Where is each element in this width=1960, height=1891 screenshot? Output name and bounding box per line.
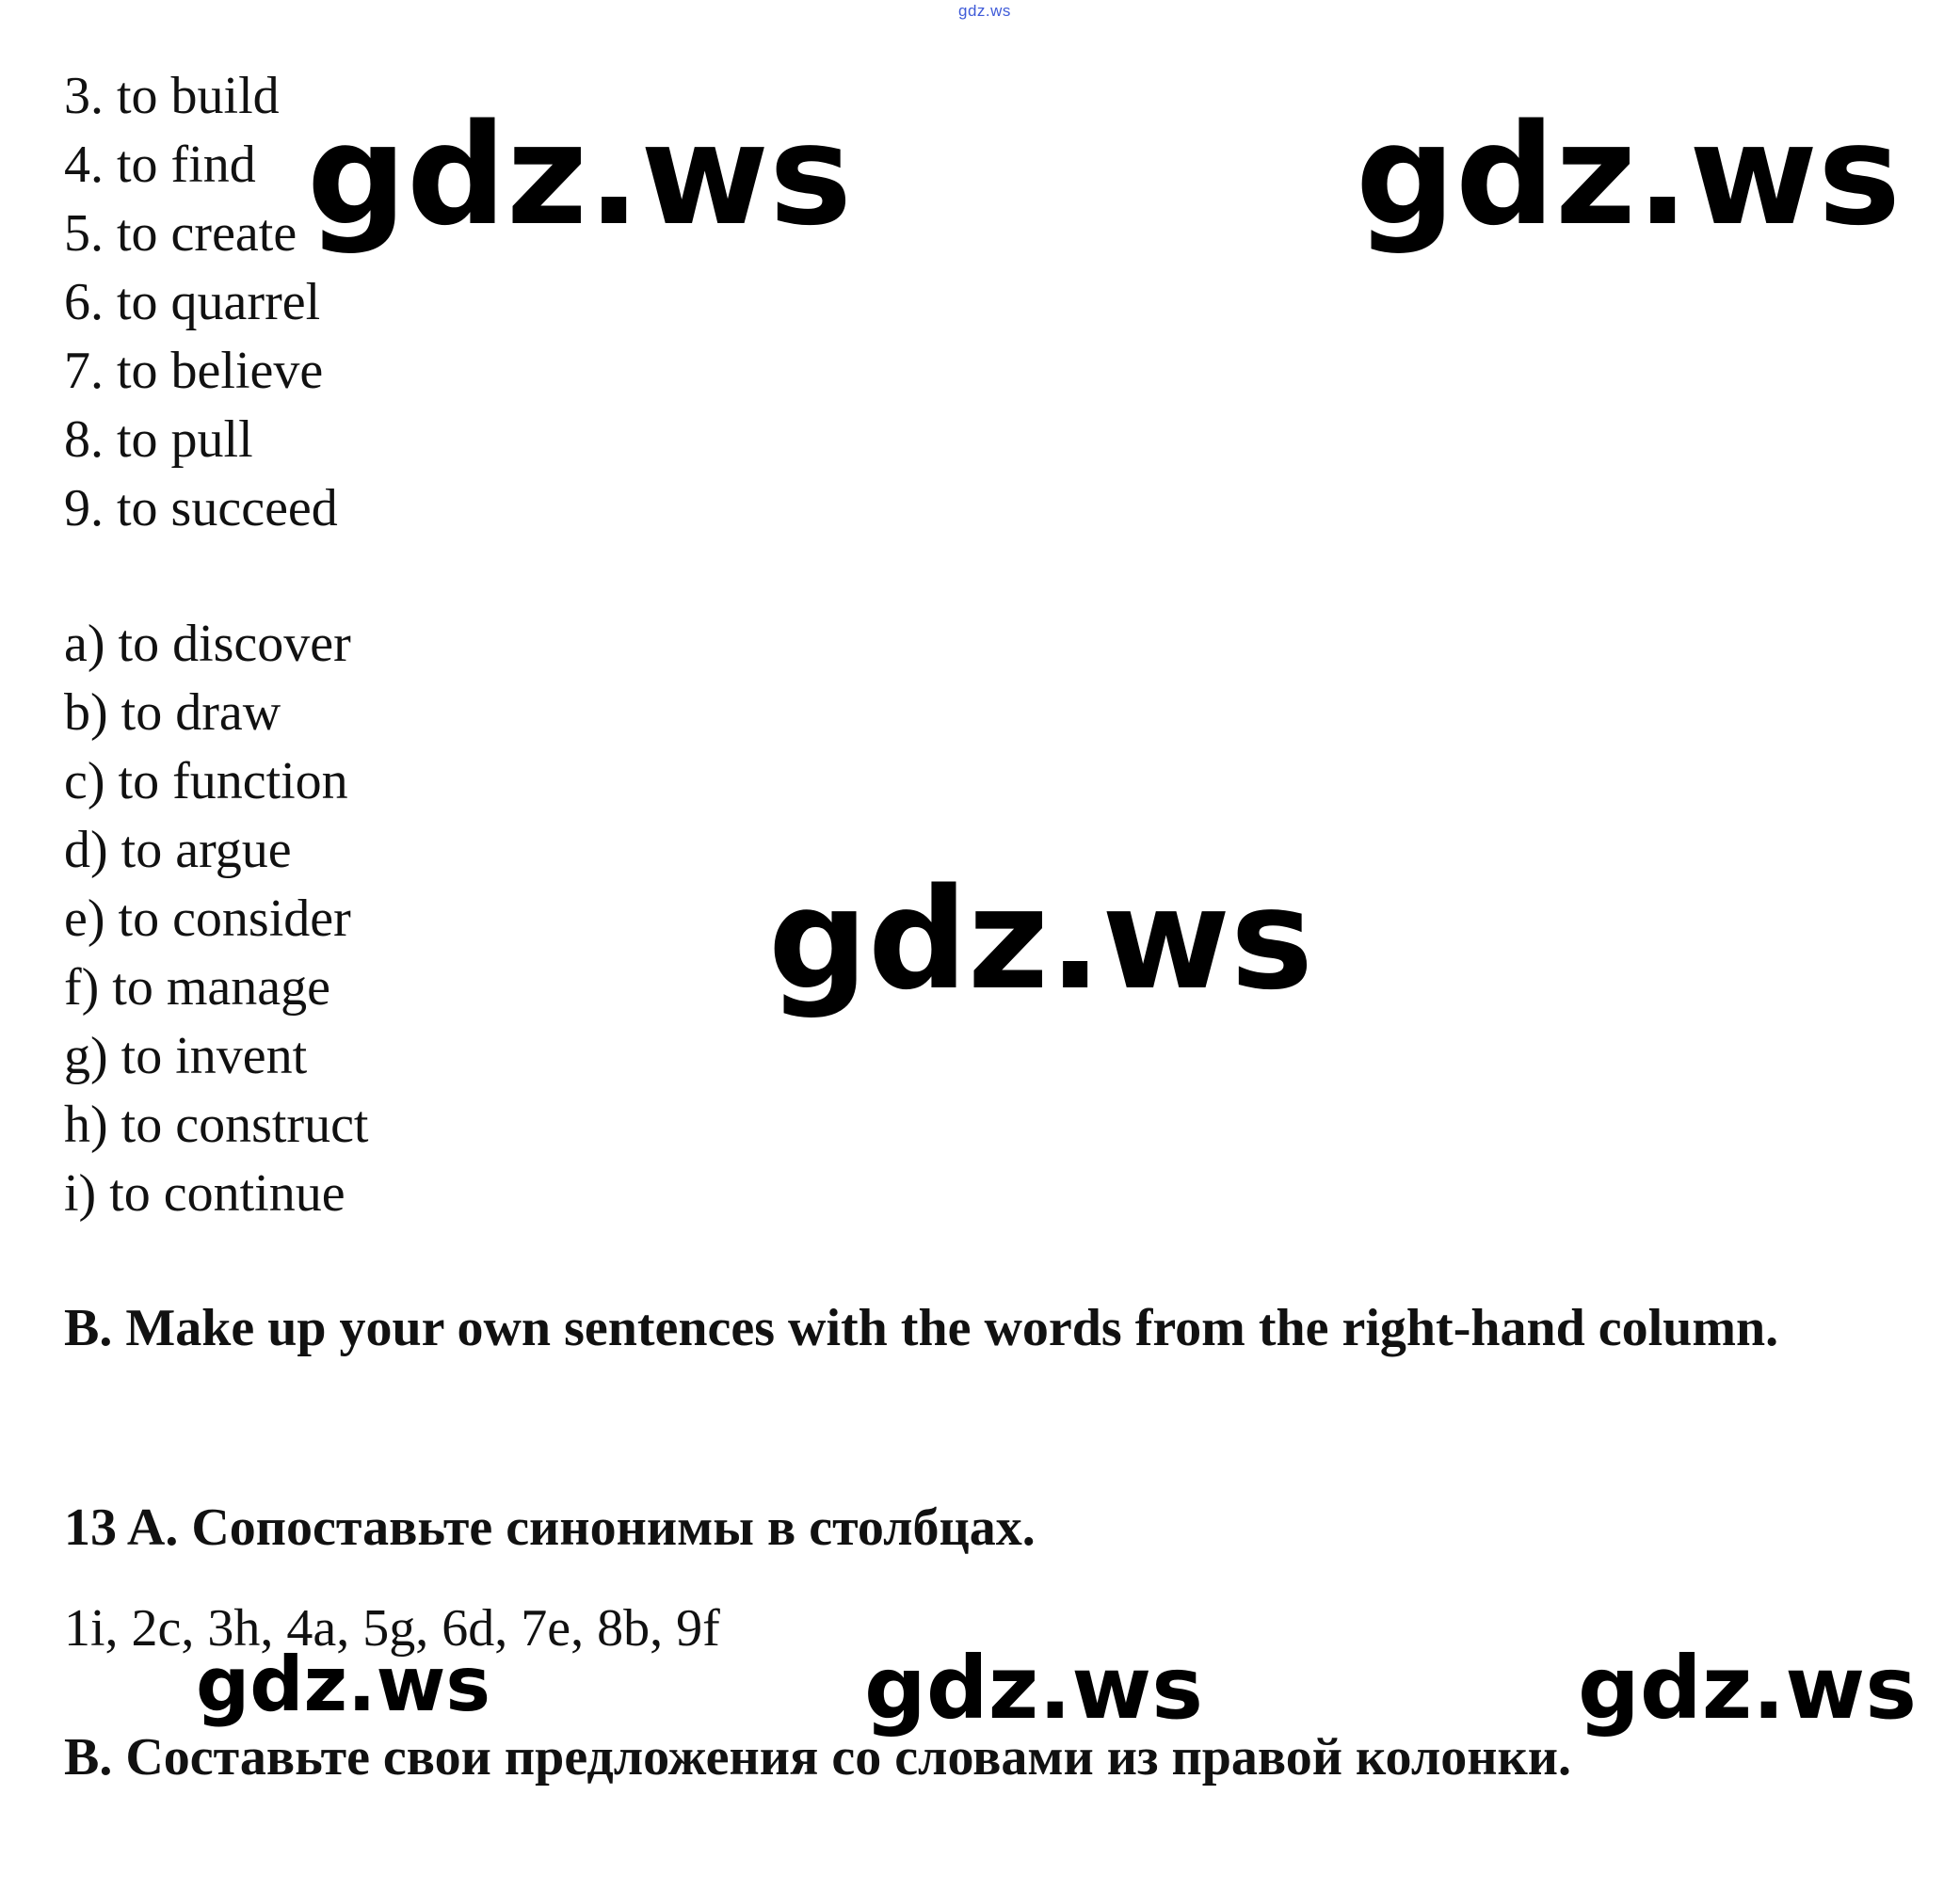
answer-13a: 1i, 2c, 3h, 4a, 5g, 6d, 7e, 8b, 9f xyxy=(64,1599,720,1658)
task-b-russian-heading: B. Составьте свои предложения со словами из правой колонки. xyxy=(64,1728,1572,1787)
list-item: 4. to find xyxy=(64,136,256,194)
list-item: 6. to quarrel xyxy=(64,273,321,331)
site-mark: gdz.ws xyxy=(958,2,1011,20)
list-item: 9. to succeed xyxy=(64,479,338,537)
list-item: a) to discover xyxy=(64,615,351,673)
list-item: e) to consider xyxy=(64,889,351,948)
left-column-list xyxy=(64,62,338,543)
list-item: b) to draw xyxy=(64,683,281,742)
list-item: 8. to pull xyxy=(64,410,253,469)
list-item: 3. to build xyxy=(64,67,280,125)
task-13a-russian-heading: 13 A. Сопоставьте синонимы в столбцах. xyxy=(64,1498,1036,1557)
list-item: d) to argue xyxy=(64,821,292,879)
list-item: g) to invent xyxy=(64,1027,308,1085)
watermark: gdz.ws xyxy=(864,1638,1203,1739)
task-b-english-heading: B. Make up your own sentences with the words from the right-hand column. xyxy=(64,1299,1779,1357)
list-item: 5. to create xyxy=(64,204,297,263)
list-item: i) to continue xyxy=(64,1164,345,1223)
list-item: c) to function xyxy=(64,752,348,810)
watermark: gdz.ws xyxy=(1356,94,1902,256)
watermark: gdz.ws xyxy=(307,94,853,256)
watermark: gdz.ws xyxy=(768,858,1314,1020)
list-item: f) to manage xyxy=(64,958,330,1017)
right-column-list xyxy=(64,610,368,1228)
watermark: gdz.ws xyxy=(1578,1638,1917,1739)
watermark: gdz.ws xyxy=(196,1641,491,1728)
list-item: h) to construct xyxy=(64,1096,369,1154)
list-item: 7. to believe xyxy=(64,342,324,400)
